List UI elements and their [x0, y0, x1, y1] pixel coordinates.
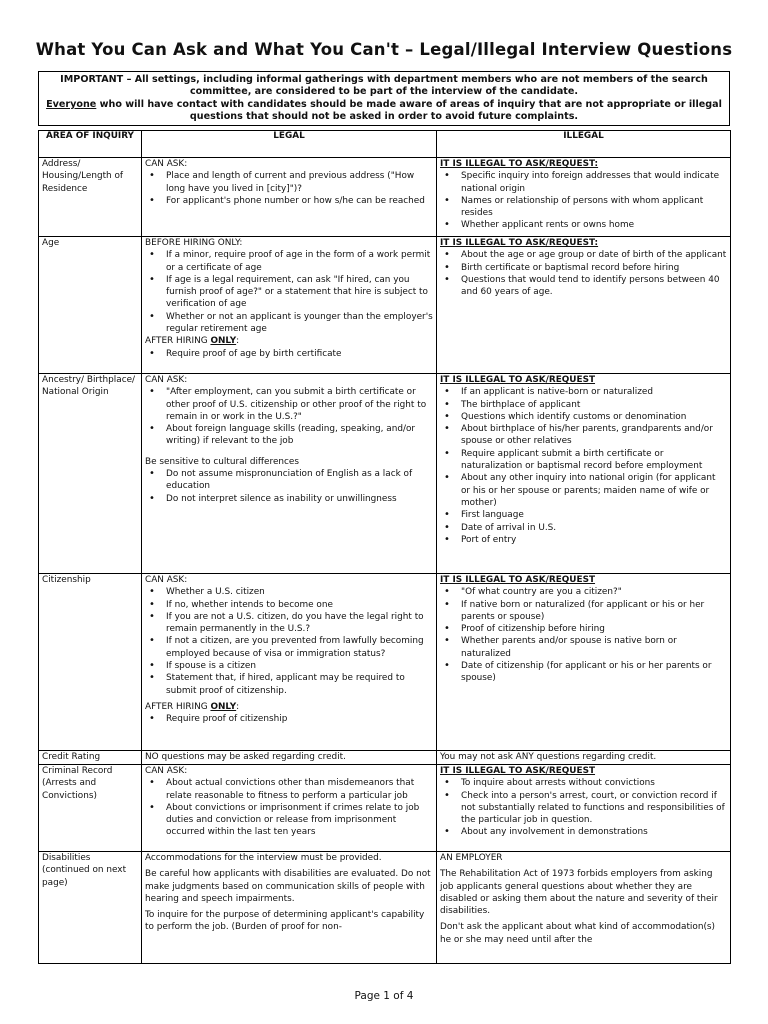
table-row	[39, 574, 731, 751]
after-hiring-only: ONLY	[210, 336, 237, 347]
list-item: • Specific inquiry into foreign addresses that would indicate national origin	[461, 170, 727, 195]
illegal-cell	[437, 158, 731, 237]
list-item: • About any other inquiry into national origin (for applicant or his or her spouse or parents; maiden name of wife or mother)	[461, 472, 727, 509]
list-item: • Proof of citizenship before hiring	[461, 623, 727, 635]
area-cell: Address/ Housing/Length of Residence	[39, 158, 142, 237]
list-item: • If spouse is a citizen	[166, 660, 433, 672]
list-item: • Date of arrival in U.S.	[461, 522, 727, 534]
list-item: • Whether or not an applicant is younger than the employer's regular retirement age	[166, 311, 433, 336]
notice-line-2: who will have contact with candidates should be made aware of areas of inquiry that are not appropriate or illegal questions that should not be asked in order to avoid future complaints.	[96, 98, 722, 123]
list-item: • Whether parents and/or spouse is native born or naturalized	[461, 635, 727, 660]
list-item: • About actual convictions other than misdemeanors that relate reasonable to fitness to perform a particular job	[166, 777, 433, 802]
page-footer: Page 1 of 4	[354, 990, 414, 1002]
list-item: • Birth certificate or baptismal record before hiring	[461, 262, 727, 274]
list-item: • Questions that would tend to identify persons between 40 and 60 years of age.	[461, 274, 727, 299]
list-item: • Require applicant submit a birth certificate or naturalization or baptismal record before employment	[461, 448, 727, 473]
legal-cell	[142, 574, 437, 751]
legal-after-list	[145, 713, 433, 725]
illegal-cell: You may not ask ANY questions regarding credit.	[437, 751, 731, 765]
illegal-cell	[437, 852, 731, 964]
list-item: • Date of citizenship (for applicant or his or her parents or spouse)	[461, 660, 727, 685]
legal-cell	[142, 158, 437, 237]
list-item: • If not a citizen, are you prevented from lawfully becoming employed because of visa or immigration status?	[166, 635, 433, 660]
illegal-paragraph: AN EMPLOYER	[440, 853, 503, 863]
legal-heading: BEFORE HIRING ONLY:	[145, 238, 243, 248]
list-item: • Whether applicant rents or owns home	[461, 219, 727, 231]
legal-heading: CAN ASK:	[145, 375, 188, 385]
list-item: • Require proof of age by birth certificate	[166, 348, 433, 360]
after-hiring-heading	[145, 701, 433, 713]
illegal-list	[440, 249, 727, 298]
legal-list	[145, 386, 433, 447]
illegal-cell	[437, 237, 731, 374]
notice-line-1: IMPORTANT – All settings, including informal gatherings with department members who are not members of the search committee, are considered to be part of the interview of the candidate.	[60, 74, 708, 98]
list-item: • If age is a legal requirement, can ask "If hired, can you furnish proof of age?" or a statement that hire is subject to verification of age	[166, 274, 433, 311]
area-cell: Credit Rating	[39, 751, 142, 765]
illegal-cell	[437, 374, 731, 574]
list-item: • About any involvement in demonstrations	[461, 826, 727, 838]
legal-paragraph: Be careful how applicants with disabilities are evaluated. Do not make judgments based on communication skills of people with hearing and speech impairments.	[145, 869, 431, 904]
illegal-list	[440, 777, 727, 838]
legal-subheading: Be sensitive to cultural differences	[145, 456, 300, 467]
table-row	[39, 374, 731, 574]
list-item: • If a minor, require proof of age in the form of a work permit or a certificate of age	[166, 249, 433, 274]
list-item: • Do not interpret silence as inability or unwillingness	[166, 493, 433, 505]
after-hiring-only: ONLY	[210, 701, 237, 712]
after-hiring-colon: :	[236, 336, 240, 347]
header-area: AREA OF INQUIRY	[39, 131, 142, 158]
illegal-heading: IT IS ILLEGAL TO ASK/REQUEST	[440, 766, 596, 776]
illegal-heading: IT IS ILLEGAL TO ASK/REQUEST:	[440, 159, 599, 169]
illegal-cell	[437, 574, 731, 751]
page-title: What You Can Ask and What You Can't – Legal/Illegal Interview Questions	[35, 40, 733, 59]
list-item: • To inquire about arrests without convictions	[461, 777, 727, 789]
legal-heading: CAN ASK:	[145, 575, 188, 585]
list-item: • The birthplace of applicant	[461, 399, 727, 411]
area-cell: Ancestry/ Birthplace/ National Origin	[39, 374, 142, 574]
list-item: • Require proof of citizenship	[166, 713, 433, 725]
legal-cell	[142, 374, 437, 574]
list-item: • If you are not a U.S. citizen, do you have the legal right to remain permanently in the U.S.?	[166, 611, 433, 636]
legal-cell	[142, 852, 437, 964]
table-row	[39, 158, 731, 237]
inquiry-table	[38, 130, 731, 964]
legal-cell	[142, 237, 437, 374]
illegal-paragraph: The Rehabilitation Act of 1973 forbids employers from asking job applicants general questions about whether they are disabled or asking them about the nature and severity of their disabilities.	[440, 869, 718, 917]
illegal-list	[440, 386, 727, 546]
illegal-list	[440, 170, 727, 231]
legal-heading: CAN ASK:	[145, 766, 188, 776]
legal-after-list	[145, 348, 433, 360]
list-item: • About foreign language skills (reading, speaking, and/or writing) if relevant to the job	[166, 423, 433, 448]
list-item: • For applicant's phone number or how s/he can be reached	[166, 195, 433, 207]
legal-cell	[142, 765, 437, 852]
illegal-list	[440, 586, 727, 684]
illegal-heading: IT IS ILLEGAL TO ASK/REQUEST	[440, 375, 596, 385]
list-item: • About birthplace of his/her parents, grandparents and/or spouse or other relatives	[461, 423, 727, 448]
list-item: • About convictions or imprisonment if crimes relate to job duties and conviction or release from imprisonment occurred within the last ten years	[166, 802, 433, 839]
legal-paragraph: Accommodations for the interview must be provided.	[145, 853, 382, 863]
list-item: • Names or relationship of persons with whom applicant resides	[461, 195, 727, 220]
legal-list	[145, 586, 433, 697]
area-cell: Age	[39, 237, 142, 374]
list-item: • "After employment, can you submit a birth certificate or other proof of U.S. citizenship or other proof of the right to remain in or work in the U.S.?"	[166, 386, 433, 423]
header-legal: LEGAL	[142, 131, 437, 158]
important-notice	[38, 71, 730, 126]
table-row	[39, 751, 731, 765]
after-hiring-heading	[145, 335, 433, 347]
list-item: • Whether a U.S. citizen	[166, 586, 433, 598]
legal-sub-list	[145, 468, 433, 505]
legal-cell: NO questions may be asked regarding credit.	[142, 751, 437, 765]
after-hiring-label: AFTER HIRING	[145, 336, 211, 347]
after-hiring-label: AFTER HIRING	[145, 701, 211, 712]
illegal-paragraph: Don't ask the applicant about what kind of accommodation(s) he or she may need until after the	[440, 922, 715, 945]
list-item: • If native born or naturalized (for applicant or his or her parents or spouse)	[461, 599, 727, 624]
area-cell: Disabilities (continued on next page)	[39, 852, 142, 964]
table-header-row	[39, 131, 731, 158]
illegal-cell	[437, 765, 731, 852]
list-item: • Port of entry	[461, 534, 727, 546]
header-illegal: ILLEGAL	[437, 131, 731, 158]
list-item: • Do not assume mispronunciation of English as a lack of education	[166, 468, 433, 493]
list-item: • About the age or age group or date of birth of the applicant	[461, 249, 727, 261]
legal-paragraph: To inquire for the purpose of determining applicant's capability to perform the job. (Burden of proof for non-	[145, 910, 425, 933]
list-item: • If no, whether intends to become one	[166, 599, 433, 611]
spacer	[145, 448, 433, 456]
area-cell: Citizenship	[39, 574, 142, 751]
after-hiring-colon: :	[236, 701, 240, 712]
list-item: • First language	[461, 509, 727, 521]
legal-list	[145, 777, 433, 838]
table-row	[39, 765, 731, 852]
list-item: • Statement that, if hired, applicant may be required to submit proof of citizenship.	[166, 672, 433, 697]
legal-list	[145, 249, 433, 335]
legal-heading: CAN ASK:	[145, 159, 188, 169]
list-item: • Check into a person's arrest, court, or conviction record if not substantially related to functions and responsibilities of the particular job in question.	[461, 790, 727, 827]
table-row	[39, 237, 731, 374]
notice-everyone: Everyone	[46, 98, 97, 110]
area-cell: Criminal Record (Arrests and Convictions)	[39, 765, 142, 852]
list-item: • Questions which identify customs or denomination	[461, 411, 727, 423]
legal-list	[145, 170, 433, 207]
table-row	[39, 852, 731, 964]
list-item: • If an applicant is native-born or naturalized	[461, 386, 727, 398]
list-item: • "Of what country are you a citizen?"	[461, 586, 727, 598]
list-item: • Place and length of current and previous address ("How long have you lived in [city]")?	[166, 170, 433, 195]
illegal-heading: IT IS ILLEGAL TO ASK/REQUEST	[440, 575, 596, 585]
illegal-heading: IT IS ILLEGAL TO ASK/REQUEST:	[440, 238, 599, 248]
